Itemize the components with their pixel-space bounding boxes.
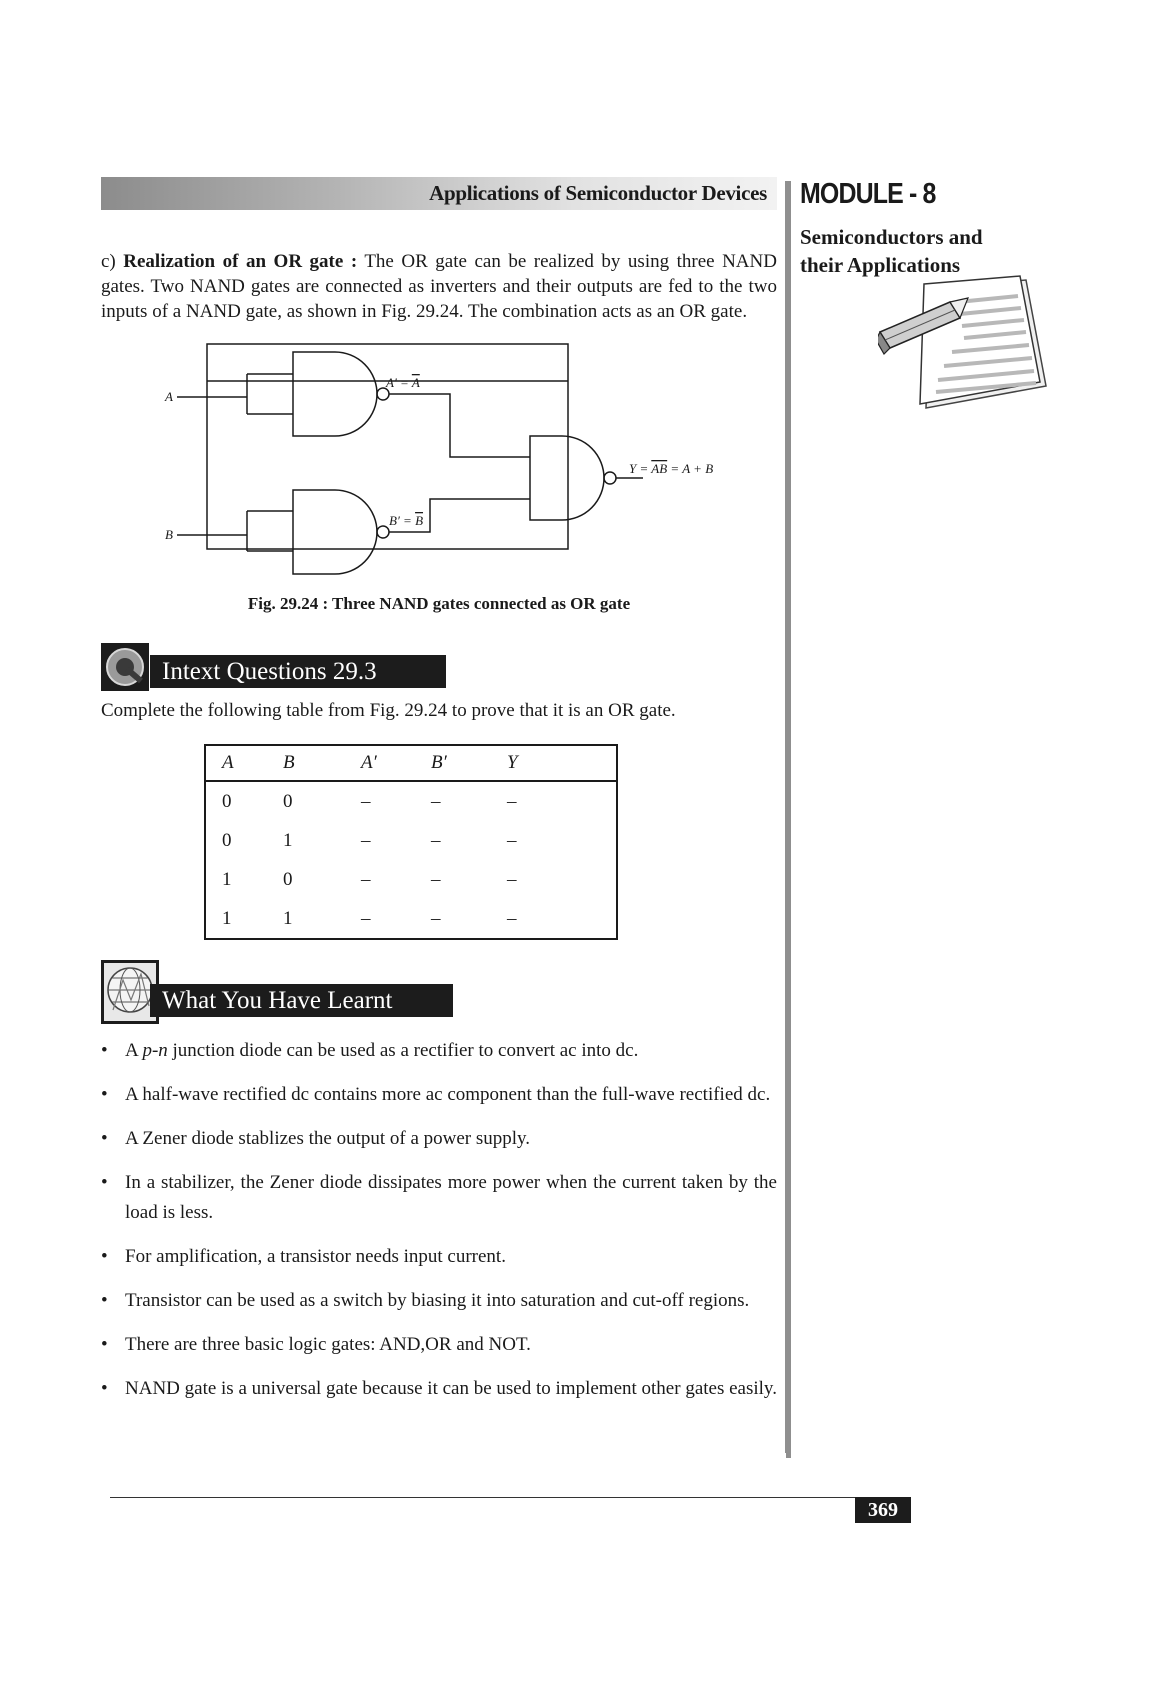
header-b: B: [283, 745, 361, 781]
header-y: Y: [507, 745, 617, 781]
input-a-label: A: [165, 389, 173, 404]
question-icon: [101, 643, 149, 691]
output-label: Y = AB = A + B: [629, 461, 714, 476]
table-cell: 1: [283, 829, 293, 851]
list-item: • A Zener diode stablizes the output of a power supply.: [101, 1124, 777, 1154]
sidebar-divider-end: [786, 1452, 791, 1458]
table-cell: –: [361, 829, 371, 851]
nand-gate-2-bubble: [377, 526, 389, 538]
running-header-title: Applications of Semiconductor Devices: [429, 181, 767, 205]
table-cell: –: [431, 829, 441, 851]
paragraph-prefix: c): [101, 251, 116, 272]
nand-gate-3-bubble: [604, 472, 616, 484]
nand-gate-3: [530, 436, 604, 520]
table-cell: 0: [222, 790, 232, 812]
bullet: •: [101, 1084, 108, 1105]
bullet: •: [101, 1246, 108, 1267]
module-label: MODULE - 8: [800, 178, 936, 210]
list-item: • In a stabilizer, the Zener diode dissipates more power when the current taken by the load is less.: [101, 1168, 777, 1228]
bullet: •: [101, 1378, 108, 1399]
nand-or-circuit-diagram: [150, 337, 730, 582]
table-cell: –: [431, 790, 441, 812]
table-cell: –: [431, 868, 441, 890]
footer-rule: [110, 1497, 861, 1498]
bullet: •: [101, 1290, 108, 1311]
list-item: • A half-wave rectified dc contains more ac component than the full-wave rectified dc.: [101, 1080, 777, 1110]
bullet: •: [101, 1334, 108, 1355]
table-cell: 0: [222, 829, 232, 851]
bullet: •: [101, 1040, 108, 1061]
paragraph-text: The OR gate can be realized by using three NAND gates. Two NAND gates are connected as inverters and their outputs are fed to the two inputs of a NAND gate, as shown in Fig. 29.24. The combination acts as an OR gate.: [101, 251, 777, 322]
truth-table: [204, 744, 618, 940]
figure-caption: Fig. 29.24 : Three NAND gates connected as OR gate: [247, 594, 631, 613]
what-you-have-learnt-heading: What You Have Learnt: [150, 984, 453, 1017]
nand-gate-2: [293, 490, 377, 574]
bullet: •: [101, 1172, 108, 1193]
header-b-prime: B′: [431, 745, 507, 781]
table-header-row: [205, 745, 617, 781]
table-cell: –: [361, 790, 371, 812]
header-a: A: [205, 745, 283, 781]
b-prime-label: B′ = B: [389, 513, 424, 528]
page-number: 369: [855, 1497, 911, 1523]
notebook-pencil-icon: [878, 268, 1058, 426]
table-row: [205, 821, 617, 860]
running-header: [101, 177, 777, 210]
paragraph-heading: Realization of an OR gate :: [123, 251, 358, 272]
list-item: • A p-n junction diode can be used as a rectifier to convert ac into dc.: [101, 1036, 777, 1066]
or-gate-paragraph: [101, 249, 777, 324]
table-cell: –: [507, 829, 517, 851]
table-cell: –: [507, 868, 517, 890]
table-cell: –: [507, 790, 517, 812]
table-cell: 0: [283, 868, 293, 890]
table-cell: –: [361, 907, 371, 929]
list-item: • Transistor can be used as a switch by biasing it into saturation and cut-off regions.: [101, 1286, 777, 1316]
list-item: • For amplification, a transistor needs input current.: [101, 1242, 777, 1272]
bullet: •: [101, 1128, 108, 1149]
list-item: • NAND gate is a universal gate because it can be used to implement other gates easily.: [101, 1374, 777, 1404]
nand-gate-1: [293, 352, 377, 436]
learnt-list: [101, 1036, 777, 1418]
pn-term: p-n: [142, 1040, 168, 1061]
module-subtitle: Semiconductors and their Applications: [800, 225, 983, 277]
table-cell: –: [431, 907, 441, 929]
sidebar-divider: [785, 181, 791, 1453]
table-cell: 1: [222, 907, 232, 929]
table-row: [205, 860, 617, 899]
intext-questions-heading: Intext Questions 29.3: [150, 655, 446, 688]
intext-instruction: Complete the following table from Fig. 29.24 to prove that it is an OR gate.: [101, 700, 676, 721]
a-prime-label: A′ = A: [386, 375, 420, 390]
table-cell: –: [361, 868, 371, 890]
list-item: • There are three basic logic gates: AND,OR and NOT.: [101, 1330, 777, 1360]
table-cell: 1: [283, 907, 293, 929]
table-cell: 0: [283, 790, 293, 812]
table-cell: 1: [222, 868, 232, 890]
table-row: [205, 899, 617, 939]
header-a-prime: A′: [361, 745, 431, 781]
table-cell: –: [507, 907, 517, 929]
input-b-label: B: [165, 527, 173, 542]
table-row: [205, 781, 617, 821]
